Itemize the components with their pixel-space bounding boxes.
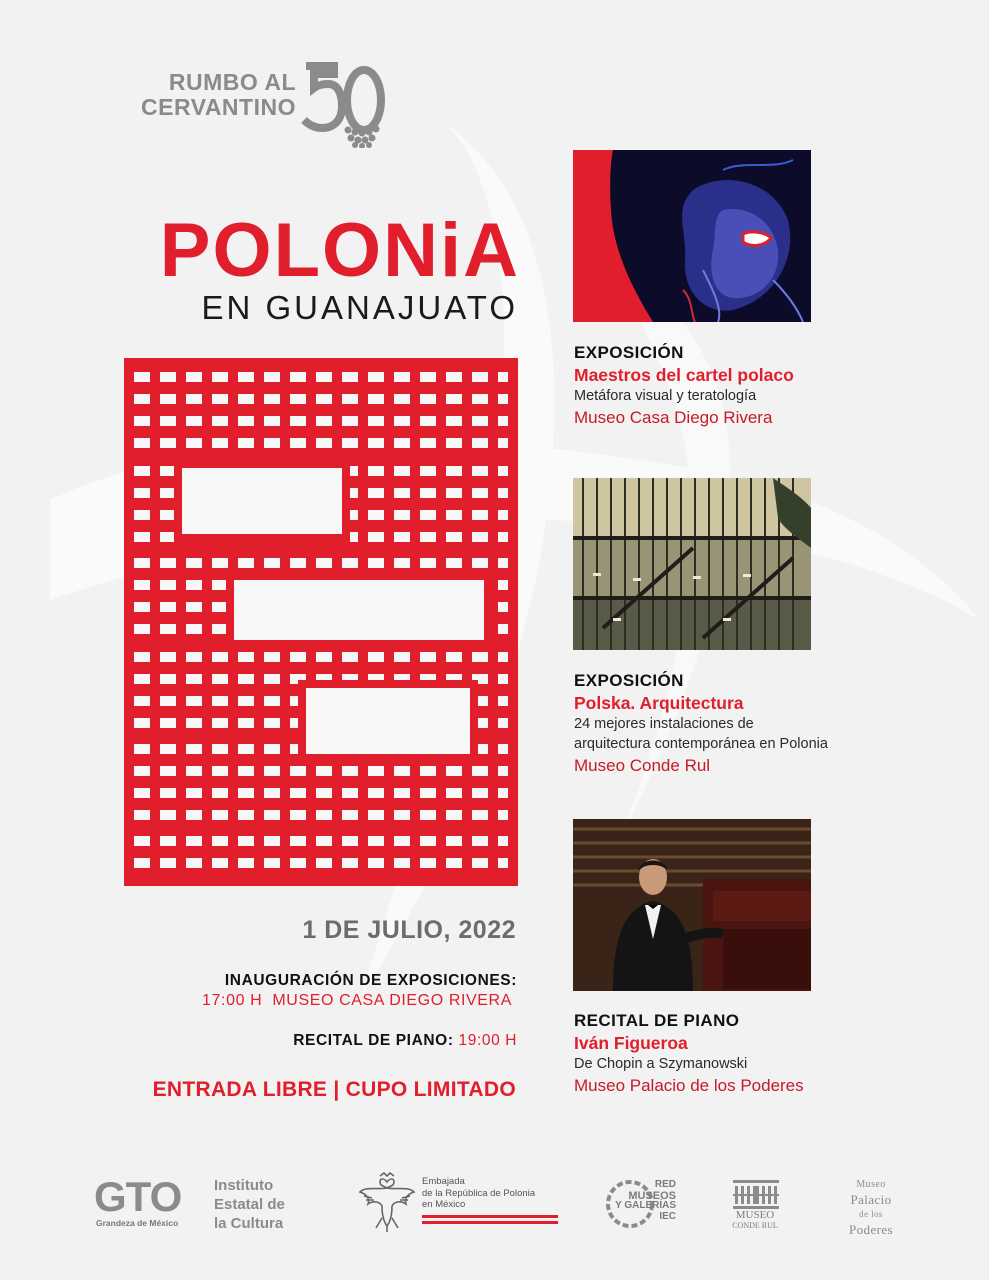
embassy-line-1: Embajada <box>422 1176 465 1187</box>
embassy-line-3: en México <box>422 1199 466 1210</box>
recital-time: 19:00 H <box>458 1032 517 1049</box>
red-line-2: MUSEOS <box>628 1189 676 1202</box>
entry-note: ENTRADA LIBRE | CUPO LIMITADO <box>152 1078 516 1101</box>
red-line-1: RED <box>654 1179 676 1190</box>
gto-logo-text: GTO <box>94 1173 182 1220</box>
red-museos-logo <box>614 1180 676 1222</box>
card-image-poster <box>573 150 811 322</box>
embassy-poland-logo <box>422 1176 562 1211</box>
card-title: Iván Figueroa <box>574 1033 688 1053</box>
card-image-pianist <box>573 819 811 991</box>
card-title: Polska. Arquitectura <box>574 693 744 713</box>
iec-line-2: Estatal de <box>214 1196 285 1213</box>
grid-pattern-art <box>124 358 518 886</box>
card-kind: EXPOSICIÓN <box>574 343 684 362</box>
inauguration-value: 17:00 H MUSEO CASA DIEGO RIVERA <box>202 992 512 1009</box>
polish-flag-bars <box>422 1215 558 1227</box>
palacio-line-2: Palacio <box>850 1192 892 1207</box>
embassy-line-2: de la República de Polonia <box>422 1187 536 1199</box>
card-subtitle: De Chopin a Szymanowski <box>574 1056 748 1072</box>
palacio-line-3: de los <box>859 1209 883 1219</box>
inauguration-label: INAUGURACIÓN DE EXPOSICIONES: <box>224 972 517 989</box>
card-kind: EXPOSICIÓN <box>574 671 684 690</box>
card-subtitle-line-1: 24 mejores instalaciones de <box>574 716 754 732</box>
card-venue: Museo Casa Diego Rivera <box>574 408 773 427</box>
polish-eagle-icon <box>358 1172 416 1232</box>
rumbo-cervantino-logo <box>126 70 296 120</box>
iec-line-3: la Cultura <box>214 1215 284 1232</box>
conde-line-1: MUSEO <box>735 1209 775 1221</box>
rumbo-line-1: RUMBO AL <box>168 69 296 95</box>
gto-tagline: Grandeza de México <box>96 1218 179 1228</box>
recital-label: RECITAL DE PIANO: <box>293 1032 454 1049</box>
main-title: POLONiA <box>159 208 520 293</box>
red-line-3: Y GALERÍAS <box>615 1200 676 1211</box>
rumbo-line-2: CERVANTINO <box>141 94 296 120</box>
card-kind: RECITAL DE PIANO <box>574 1011 740 1030</box>
subtitle: EN GUANAJUATO <box>201 289 518 326</box>
fifty-pearl-logo <box>300 62 390 148</box>
recital-schedule <box>120 1032 517 1050</box>
red-line-4: IEC <box>659 1210 676 1222</box>
palacio-line-4: Poderes <box>849 1222 893 1237</box>
card-exposicion-arquitectura <box>574 670 974 778</box>
gto-logo <box>94 1173 182 1220</box>
card-subtitle: Metáfora visual y teratología <box>574 388 757 404</box>
card-title: Maestros del cartel polaco <box>574 365 794 385</box>
conde-line-2: CONDE RUL <box>732 1220 778 1230</box>
museo-palacio-poderes-logo <box>836 1177 906 1237</box>
museo-conde-rul-building-icon <box>733 1180 779 1210</box>
iec-line-1: Instituto <box>214 1177 274 1194</box>
instituto-estatal-logo <box>214 1176 285 1233</box>
card-recital-piano <box>574 1010 974 1098</box>
card-venue: Museo Conde Rul <box>574 756 711 775</box>
event-date: 1 DE JULIO, 2022 <box>302 916 516 944</box>
card-venue: Museo Palacio de los Poderes <box>574 1076 804 1095</box>
museo-conde-rul-logo <box>725 1211 785 1230</box>
palacio-line-1: Museo <box>856 1179 886 1190</box>
card-subtitle-line-2: arquitectura contemporánea en Polonia <box>574 736 828 752</box>
card-image-architecture <box>573 478 811 650</box>
card-exposicion-cartel <box>574 342 974 430</box>
